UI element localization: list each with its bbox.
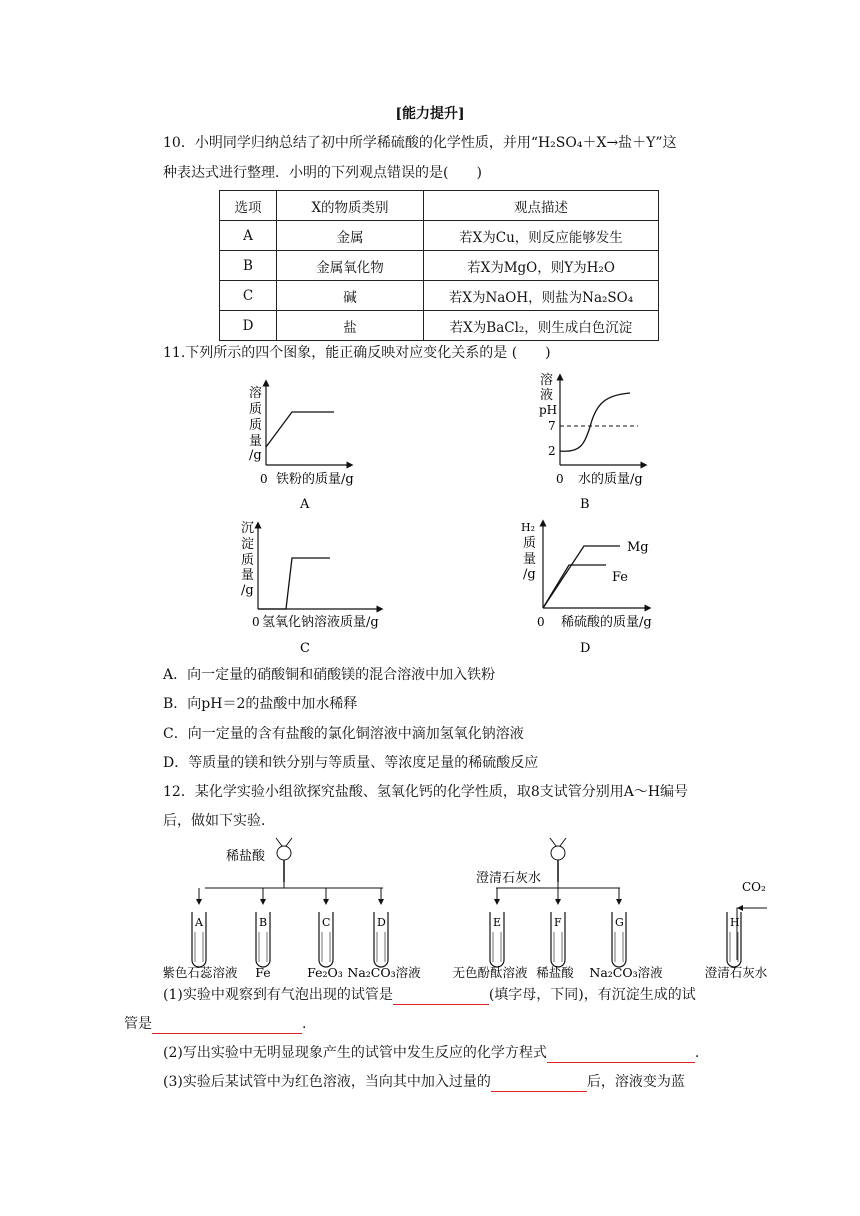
q10-stem-line2: 种表达式进行整理．小明的下列观点错误的是( ): [163, 165, 482, 181]
q11-stem: 11.下列所示的四个图象，能正确反映对应变化关系的是 ( ): [163, 345, 551, 361]
answer-blank-bubbles[interactable]: [393, 988, 489, 1005]
dropper-limewater: [476, 838, 620, 888]
test-tube-g: [589, 888, 663, 980]
table-header-cell: X的物质类别: [277, 191, 424, 221]
table-row: [220, 221, 659, 251]
q10-table: [219, 190, 659, 341]
q12-stem-line2: 后，做如下实验．: [163, 813, 275, 829]
q11-option-b: B．向pH＝2的盐酸中加水稀释: [163, 696, 358, 712]
reagent-hcl-label: 稀盐酸: [226, 849, 266, 864]
answer-blank-excess[interactable]: [491, 1075, 587, 1092]
graph-d-ylabel: H₂: [521, 521, 536, 534]
q12-stem-line1: 12．某化学实验小组欲探究盐酸、氢氧化钙的化学性质，取8支试管分别用A～H编号: [163, 784, 689, 800]
table-header-cell: 观点描述: [424, 191, 659, 221]
table-cell: 若X为MgO，则Y为H₂O: [424, 251, 659, 281]
tube-label: 澄清石灰水: [704, 965, 768, 980]
q12-sub1-text: (填字母，下同)，有沉淀生成的试: [488, 987, 696, 1003]
graph-a-caption: A: [300, 497, 310, 512]
q12-apparatus: [0, 832, 860, 982]
graph-c-curve: [258, 558, 330, 609]
graph-a-xlabel: 铁粉的质量/g: [276, 472, 354, 487]
graph-a-ylabel: 质: [249, 402, 263, 417]
graph-c-xlabel: 氢氧化钠溶液质量/g: [262, 615, 379, 630]
tube-label: Fe: [255, 965, 271, 980]
q12-sub2: [163, 1043, 699, 1063]
tube-letter: D: [377, 916, 386, 929]
q11-graphs: [0, 365, 860, 665]
graph-b-origin: 0: [556, 472, 564, 486]
q12-sub3: [163, 1072, 685, 1092]
graph-a-ylabel: 质: [249, 418, 263, 433]
tube-label: 稀盐酸: [536, 965, 574, 980]
graph-c-ylabel: 沉: [241, 521, 255, 536]
graph-a-ylabel: 溶: [249, 386, 263, 401]
tube-label: 紫色石蕊溶液: [162, 965, 238, 980]
graph-d-xlabel: 稀硫酸的质量/g: [561, 615, 652, 630]
tube-letter: F: [554, 916, 562, 929]
graph-b-ylabel: pH: [539, 403, 558, 417]
test-tube-h: [705, 908, 768, 980]
test-tubes: [162, 888, 767, 980]
graph-b-caption: B: [580, 497, 590, 512]
table-cell: 碱: [277, 281, 424, 311]
graph-c-ylabel: /g: [241, 583, 254, 598]
answer-blank-equation[interactable]: [547, 1046, 695, 1063]
table-cell: 金属氧化物: [277, 251, 424, 281]
graph-b-tick: 7: [548, 419, 556, 433]
q12-sub2-text: .: [694, 1045, 700, 1061]
graph-d-ylabel: 质: [523, 536, 537, 551]
graph-b-tick: 2: [548, 444, 556, 458]
graph-a: [249, 383, 354, 512]
graph-d-series-label: Mg: [627, 540, 649, 555]
table-header-cell: 选项: [220, 191, 277, 221]
graph-c: [241, 521, 380, 656]
q11-option-a: A．向一定量的硝酸铜和硝酸镁的混合溶液中加入铁粉: [163, 667, 496, 683]
graph-c-ylabel: 量: [241, 568, 255, 583]
table-cell: 若X为NaOH，则盐为Na₂SO₄: [424, 281, 659, 311]
graph-d-curve-mg: [543, 546, 620, 608]
table-header-row: [220, 191, 659, 221]
co2-label: CO₂: [742, 880, 766, 894]
q12-sub3-text: (3)实验后某试管中为红色溶液，当向其中加入过量的: [163, 1074, 491, 1090]
graph-a-ylabel: /g: [249, 448, 262, 463]
table-cell: D: [220, 311, 277, 341]
graph-a-origin: 0: [260, 472, 268, 486]
graph-d-ylabel: /g: [523, 567, 536, 582]
graph-d-caption: D: [580, 641, 591, 656]
q11-option-c: C．向一定量的含有盐酸的氯化铜溶液中滴加氢氧化钠溶液: [163, 726, 524, 742]
graph-d-series-label: Fe: [612, 570, 629, 585]
reagent-limewater-label: 澄清石灰水: [476, 871, 542, 886]
q11-option-d: D．等质量的镁和铁分别与等质量、等浓度足量的稀硫酸反应: [163, 755, 539, 771]
graph-b-curve: [560, 393, 630, 451]
graph-b-xlabel: 水的质量/g: [578, 472, 643, 487]
graph-c-ylabel: 质: [241, 553, 255, 568]
tube-letter: B: [259, 916, 268, 929]
graph-d-ylabel: 量: [523, 552, 537, 567]
graph-b-ylabel: 溶: [540, 373, 554, 388]
table-cell: B: [220, 251, 277, 281]
test-tube-e: [452, 888, 528, 980]
q12-sub1-text: (1)实验中观察到有气泡出现的试管是: [163, 987, 393, 1003]
tube-letter: A: [195, 916, 203, 929]
q12-sub2-text: (2)写出实验中无明显现象产生的试管中发生反应的化学方程式: [163, 1045, 547, 1061]
table-cell: C: [220, 281, 277, 311]
tube-label: Na₂CO₃溶液: [347, 965, 421, 980]
tube-label: 无色酚酞溶液: [452, 965, 528, 980]
graph-d-origin: 0: [537, 615, 545, 629]
q10-stem-line1: 10．小明同学归纳总结了初中所学稀硫酸的化学性质，并用“H₂SO₄＋X→盐＋Y”这: [163, 135, 677, 151]
table-cell: 盐: [277, 311, 424, 341]
graph-c-origin: 0: [252, 615, 260, 629]
q12-sub1-text: 管是: [124, 1016, 152, 1032]
test-tube-b: [255, 888, 270, 980]
test-tube-d: [347, 888, 421, 980]
tube-label: Fe₂O₃: [307, 965, 343, 980]
graph-c-ylabel: 淀: [241, 537, 255, 552]
section-title: [能力提升]: [395, 106, 465, 122]
test-tube-a: [162, 888, 238, 980]
q12-sub1-line1: [163, 985, 696, 1005]
graph-b: [539, 372, 644, 512]
table-cell: A: [220, 221, 277, 251]
q12-sub1-line2: [124, 1014, 306, 1034]
answer-blank-precipitate[interactable]: [152, 1017, 302, 1034]
table-row: [220, 281, 659, 311]
graph-c-caption: C: [300, 641, 310, 656]
dropper-hcl: [205, 838, 383, 888]
table-row: [220, 311, 659, 341]
graph-b-ylabel: 液: [540, 388, 554, 403]
table-cell: 若X为BaCl₂，则生成白色沉淀: [424, 311, 659, 341]
test-tube-c: [307, 888, 343, 980]
table-row: [220, 251, 659, 281]
test-tube-f: [536, 888, 574, 980]
tube-letter: E: [493, 916, 502, 929]
table-cell: 金属: [277, 221, 424, 251]
tube-letter: C: [322, 916, 331, 929]
tube-label: Na₂CO₃溶液: [589, 965, 663, 980]
graph-a-ylabel: 量: [249, 434, 263, 449]
graph-d: [521, 521, 652, 656]
q12-sub3-text: 后，溶液变为蓝: [586, 1074, 685, 1090]
tube-letter: G: [615, 916, 624, 929]
graph-a-curve: [266, 412, 334, 447]
q12-sub1-text: .: [302, 1016, 307, 1032]
table-cell: 若X为Cu，则反应能够发生: [424, 221, 659, 251]
tube-letter: H: [730, 916, 740, 929]
graph-d-curve-fe: [543, 565, 606, 608]
